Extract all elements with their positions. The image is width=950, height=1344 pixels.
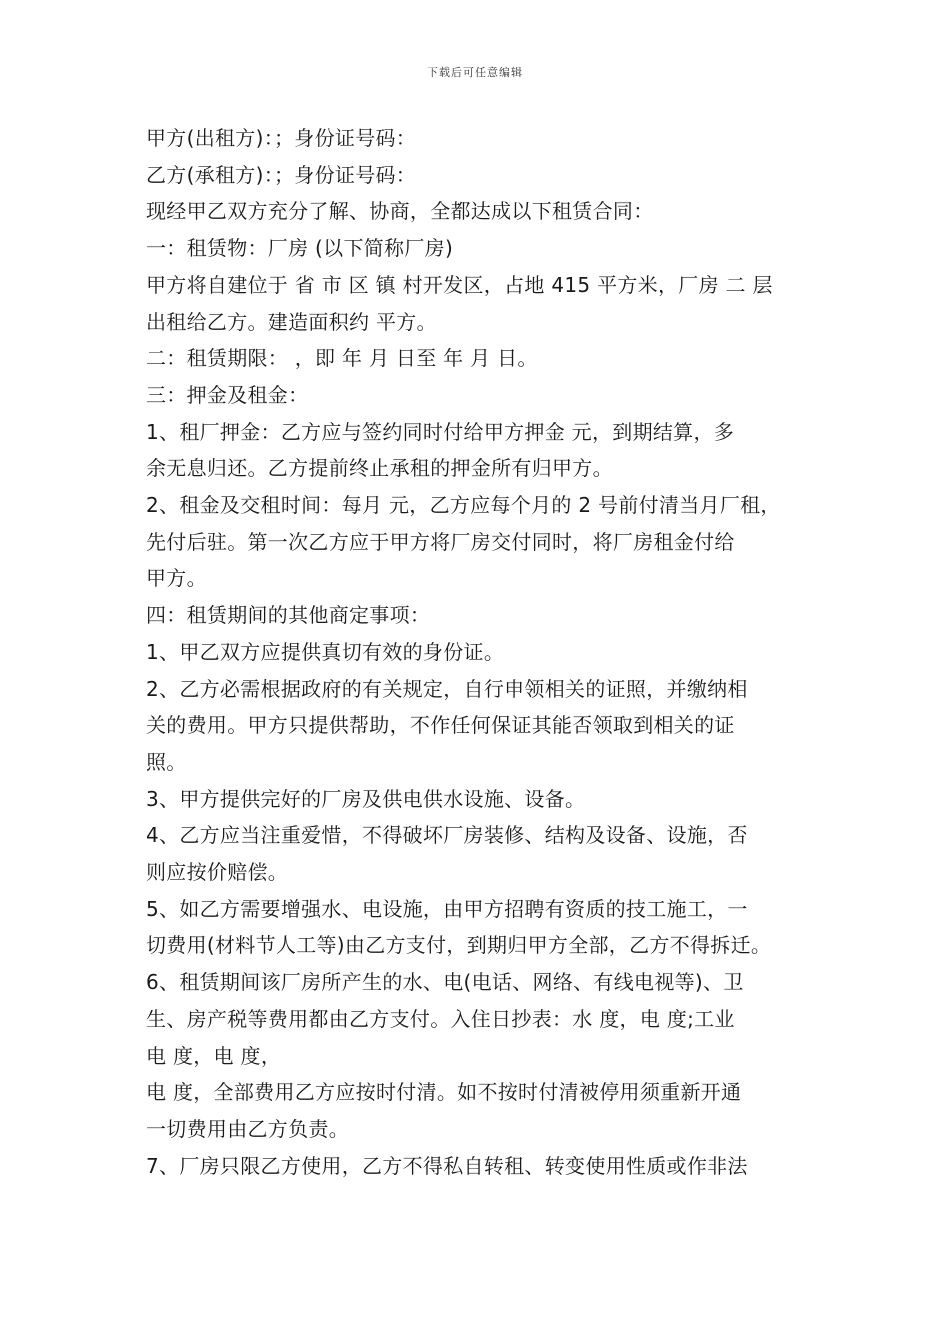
contract-line: 6、租赁期间该厂房所产生的水、电(电话、网络、有线电视等)、卫	[146, 970, 744, 995]
section-heading: 四：租赁期间的其他商定事项：	[146, 603, 431, 628]
contract-line: 关的费用。甲方只提供帮助，不作任何保证其能否领取到相关的证	[146, 713, 735, 738]
contract-line: 5、如乙方需要增强水、电设施，由甲方招聘有资质的技工施工，一	[146, 896, 748, 921]
contract-line: 现经甲乙双方充分了解、协商，全都达成以下租赁合同：	[146, 199, 654, 224]
contract-line: 2、乙方必需根据政府的有关规定，自行申领相关的证照，并缴纳相	[146, 676, 748, 701]
document-body	[146, 120, 810, 1184]
section-heading: 一：租赁物：厂房 (以下简称厂房)	[146, 236, 454, 261]
contract-line: 乙方(承租方)：；身份证号码：	[146, 162, 417, 187]
contract-line: 甲方(出租方)：；身份证号码：	[146, 126, 417, 150]
contract-line: 出租给乙方。建造面积约 平方。	[146, 309, 437, 334]
page-header: 下载后可任意编辑	[427, 66, 523, 79]
section-heading: 三：押金及租金：	[146, 382, 309, 407]
section-heading: 二：租赁期限： ，即 年 月 日至 年 月 日。	[146, 346, 538, 371]
contract-line: 甲方将自建位于 省 市 区 镇 村开发区，占地 415 平方米，厂房 二 层	[146, 272, 773, 297]
contract-line: 余无息归还。乙方提前终止承租的押金所有归甲方。	[146, 456, 613, 481]
contract-line: 电 度，全部费用乙方应按时付清。如不按时付清被停用须重新开通	[146, 1080, 742, 1105]
contract-line: 生、房产税等费用都由乙方支付。入住日抄表：水 度，电 度;工业	[146, 1006, 735, 1031]
contract-line: 1、甲乙双方应提供真切有效的身份证。	[146, 639, 505, 664]
contract-line: 甲方。	[146, 566, 207, 591]
contract-line: 照。	[146, 749, 187, 774]
contract-line: 2、租金及交租时间：每月 元，乙方应每个月的 2 号前付清当月厂租，	[146, 493, 781, 518]
contract-line: 先付后驻。第一次乙方应于甲方将厂房交付同时，将厂房租金付给	[146, 529, 735, 554]
contract-line: 切费用(材料节人工等)由乙方支付，到期归甲方全部，乙方不得拆迁。	[146, 933, 772, 958]
contract-line: 一切费用由乙方负责。	[146, 1116, 349, 1141]
contract-line: 3、甲方提供完好的厂房及供电供水设施、设备。	[146, 786, 586, 811]
contract-line: 7、厂房只限乙方使用，乙方不得私自转租、转变使用性质或作非法	[146, 1153, 748, 1178]
contract-line: 4、乙方应当注重爱惜，不得破坏厂房装修、结构及设备、设施，否	[146, 823, 748, 848]
contract-line: 1、租厂押金：乙方应与签约同时付给甲方押金 元，到期结算，多	[146, 419, 735, 444]
contract-line: 则应按价赔偿。	[146, 860, 289, 885]
contract-line: 电 度，电 度，	[146, 1043, 282, 1068]
